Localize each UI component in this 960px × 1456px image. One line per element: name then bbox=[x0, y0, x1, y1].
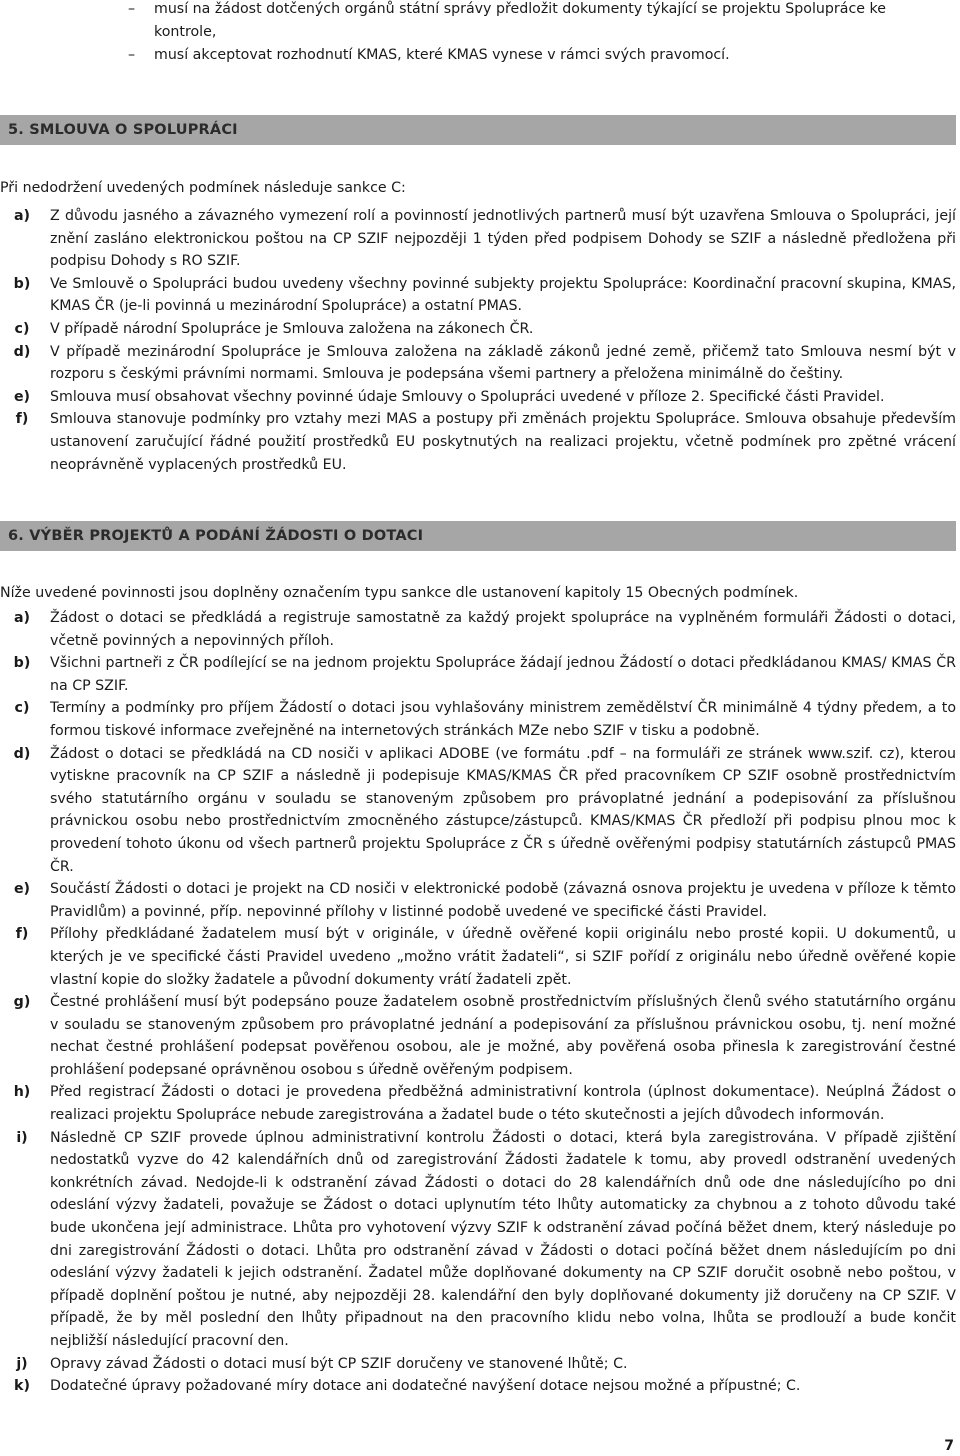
list-item bbox=[0, 341, 960, 386]
list-item bbox=[0, 408, 960, 476]
item-label: b) bbox=[13, 275, 31, 292]
item-label: d) bbox=[13, 745, 31, 762]
list-item bbox=[0, 0, 960, 21]
list-item bbox=[0, 318, 960, 341]
list-item bbox=[0, 743, 960, 879]
item-label: i) bbox=[16, 1129, 28, 1146]
item-text: Čestné prohlášení musí být podepsáno pouze žadatelem osobně prostřednictvím příslušných členů svého statutárního orgánu v souladu se stanoveným způsobem pro právoplatné jednání a podepisování za příslušnou právnickou osobu, tj. není možné nechat čestné prohlášení podepsat pověřenou osobou, ale je možné, aby pověřená osoba přinesla k zaregistrování čestné prohlášení podepsané oprávněnou osobou s úředně ověřeným podpisem. bbox=[50, 994, 956, 1078]
list-item bbox=[0, 205, 960, 273]
item-text: Termíny a podmínky pro příjem Žádostí o dotaci jsou vyhlašovány ministrem zemědělství ČR minimálně 4 týdny předem, a to formou tiskové informace zveřejněné na internetových stránkách MZe nebo SZIF v tisku a podobně. bbox=[50, 700, 956, 739]
section5-list bbox=[0, 205, 960, 476]
item-label: f) bbox=[15, 926, 29, 943]
dash-bullet: – bbox=[128, 1, 136, 17]
section-heading-bar bbox=[0, 521, 956, 551]
list-item bbox=[0, 923, 960, 991]
section-title: 5. SMLOUVA O SPOLUPRÁCI bbox=[8, 122, 238, 138]
item-label: a) bbox=[13, 610, 31, 626]
item-text: Následně CP SZIF provede úplnou administrativní kontrolu Žádosti o dotaci, která byla zaregistrována. V případě zjištění nedostatků vyzve do 42 kalendářních dnů od zaregistrování Žádosti žadatele k tomu, aby provedl odstranění uvedených konkrétních závad. Nedojde-li k odstranění závad Žádosti o dotaci do 28 kalendářních dnů ode dne následujícího po dni odeslání výzvy žadateli, považuje se Žádost o dotaci uplynutím této lhůty automaticky za chybnou a z tohoto důvodu také bude ukončena její administrace. Lhůta pro vyhotovení výzvy SZIF k odstranění závad počíná běžet dnem, který následuje po dni zaregistrování Žádosti o dotaci. Lhůta pro odstranění závad v Žádosti o dotaci počíná běžet dnem následujícím po dni odeslání výzvy žadateli k jejich odstranění. Žadatel může doplňované dokumenty na CP SZIF doručit osobně nebo poštou, v případě doplnění poštou je nutné, aby nejpozději 28. kalendářní den byly doplňované dokumenty již doručeny na CP SZIF. V případě, že by měl poslední den lhůty připadnout na den pracovního klidu nebo volna, lhůta se prodlouží a bude končit nejbližší následující pracovní den. bbox=[50, 1129, 956, 1349]
section-intro: Při nedodržení uvedených podmínek následuje sankce C: bbox=[0, 180, 406, 196]
item-label: k) bbox=[14, 1378, 30, 1395]
section-intro: Níže uvedené povinnosti jsou doplněny označením typu sankce dle ustanovení kapitoly 15 Obecných podmínek. bbox=[0, 585, 799, 601]
item-text: Z důvodu jasného a závazného vymezení rolí a povinností jednotlivých partnerů musí být uzavřena Smlouva o Spolupráci, její znění zasláno elektronickou poštou na CP SZIF nejpozději 1 týden před podpisem Dohody se SZIF a následně předložena při podpisu Dohody s RO SZIF. bbox=[50, 208, 956, 270]
item-text: Smlouva musí obsahovat všechny povinné údaje Smlouvy o Spolupráci uvedené v příloze 2. Specifické části Pravidel. bbox=[50, 388, 885, 405]
item-text: Před registrací Žádosti o dotaci je provedena předběžná administrativní kontrola (úplnost dokumentace). Neúplná Žádost o realizaci projektu Spolupráce nebude zaregistrována a žadatel bude o této skutečnosti a jejích důvodech informován. bbox=[50, 1084, 956, 1124]
item-label: f) bbox=[15, 411, 29, 428]
list-item bbox=[0, 44, 960, 67]
section-title: 6. VÝBĚR PROJEKTŮ A PODÁNÍ ŽÁDOSTI O DOTACI bbox=[8, 528, 424, 544]
item-text: Opravy závad Žádosti o dotaci musí být CP SZIF doručeny ve stanovené lhůtě; C. bbox=[50, 1355, 628, 1372]
list-item bbox=[0, 607, 960, 652]
list-item-text: musí na žádost dotčených orgánů státní správy předložit dokumenty týkající se projektu Spolupráce ke bbox=[154, 1, 886, 17]
item-label: b) bbox=[13, 655, 31, 672]
item-text: V případě mezinárodní Spolupráce je Smlouva založena na základě zákonů jedné země, přičemž tato Smlouva nesmí být v rozporu s českými právními normami. Smlouva je podepsána všemi partnery a přeložena minimálně do češtiny. bbox=[50, 343, 956, 383]
item-label: a) bbox=[13, 208, 31, 224]
dash-bullet: – bbox=[128, 47, 136, 63]
section-heading-bar bbox=[0, 115, 956, 145]
item-text: Ve Smlouvě o Spolupráci budou uvedeny všechny povinné subjekty projektu Spolupráce: Koordinační pracovní skupina, KMAS, KMAS ČR (je-li povinná u mezinárodní Spolupráce) a ostatní PMAS. bbox=[50, 275, 956, 315]
item-label: g) bbox=[13, 994, 31, 1011]
list-item bbox=[0, 1127, 960, 1353]
list-item bbox=[0, 991, 960, 1081]
list-item bbox=[0, 878, 960, 923]
item-label: h) bbox=[13, 1084, 31, 1101]
item-text: Žádost o dotaci se předkládá a registruje samostatně za každý projekt spolupráce na vyplněném formuláři Žádosti o dotaci, včetně povinných a nepovinných příloh. bbox=[50, 610, 956, 649]
item-label: e) bbox=[13, 881, 31, 898]
item-text: Přílohy předkládané žadatelem musí být v originále, v úředně ověřené kopii originálu nebo prosté kopii. U dokumentů, u kterých je ve specifické části Pravidel uvedeno „možno vrátit žadateli“, si SZIF pořídí z originálu nebo úředně ověřené kopie vlastní kopie do složky žadatele a původní dokumenty vrátí žadateli zpět. bbox=[50, 926, 956, 988]
item-text: Dodatečné úpravy požadované míry dotace ani dodatečné navýšení dotace nejsou možné a přípustné; C. bbox=[50, 1378, 801, 1395]
item-text: Všichni partneři z ČR podílející se na jednom projektu Spolupráce žádají jednou Žádostí o dotaci předkládanou KMAS/ KMAS ČR na CP SZIF. bbox=[50, 655, 956, 694]
list-item bbox=[0, 697, 960, 742]
list-item bbox=[0, 273, 960, 318]
item-label: c) bbox=[14, 700, 30, 717]
item-label: j) bbox=[16, 1355, 28, 1372]
list-item bbox=[0, 1375, 960, 1398]
list-item-text: musí akceptovat rozhodnutí KMAS, které KMAS vynese v rámci svých pravomocí. bbox=[154, 47, 730, 63]
list-item-text-continued: kontrole, bbox=[154, 24, 217, 40]
item-text: Žádost o dotaci se předkládá na CD nosiči v aplikaci ADOBE (ve formátu .pdf – na formuláři ze stránek www.szif. cz), kterou vytiskne pracovník na CP SZIF a následně ji podepisuje KMAS/KMAS ČR před pracovníkem CP SZIF osobně prostřednictvím svého statutárního orgánu v souladu se stanoveným způsobem pro právoplatné jednání a podepisování za příslušnou právnickou osobu nebo prostřednictvím zmocněného zástupce/zástupců. KMAS/KMAS ČR předloží při podpisu plnou moc k provedení tohoto úkonu od všech partnerů projektu Spolupráce z ČR s úředně ověřenými podpisy statutárních zástupců PMAS ČR. bbox=[50, 745, 956, 875]
section6-list bbox=[0, 607, 960, 1398]
item-label: d) bbox=[13, 343, 31, 360]
list-item bbox=[0, 1081, 960, 1126]
page-number: 7 bbox=[944, 1438, 954, 1454]
list-item bbox=[0, 1353, 960, 1376]
item-text: Smlouva stanovuje podmínky pro vztahy mezi MAS a postupy při změnách projektu Spolupráce. Smlouva obsahuje především ustanovení zaručující řádné použití prostředků EU poskytnutých na realizaci projektu, včetně podmínek pro zpětné vrácení neoprávněně vyplacených prostředků EU. bbox=[50, 411, 956, 473]
item-label: c) bbox=[14, 320, 30, 337]
list-item bbox=[0, 386, 960, 409]
item-text: Součástí Žádosti o dotaci je projekt na CD nosiči v elektronické podobě (závazná osnova projektu je uvedena v příloze k těmto Pravidlům) a povinné, příp. nepovinné přílohy v listinné podobě uvedené ve specifické části Pravidel. bbox=[50, 881, 956, 920]
item-text: V případě národní Spolupráce je Smlouva založena na zákonech ČR. bbox=[50, 320, 534, 337]
list-item bbox=[0, 652, 960, 697]
item-label: e) bbox=[13, 388, 31, 405]
